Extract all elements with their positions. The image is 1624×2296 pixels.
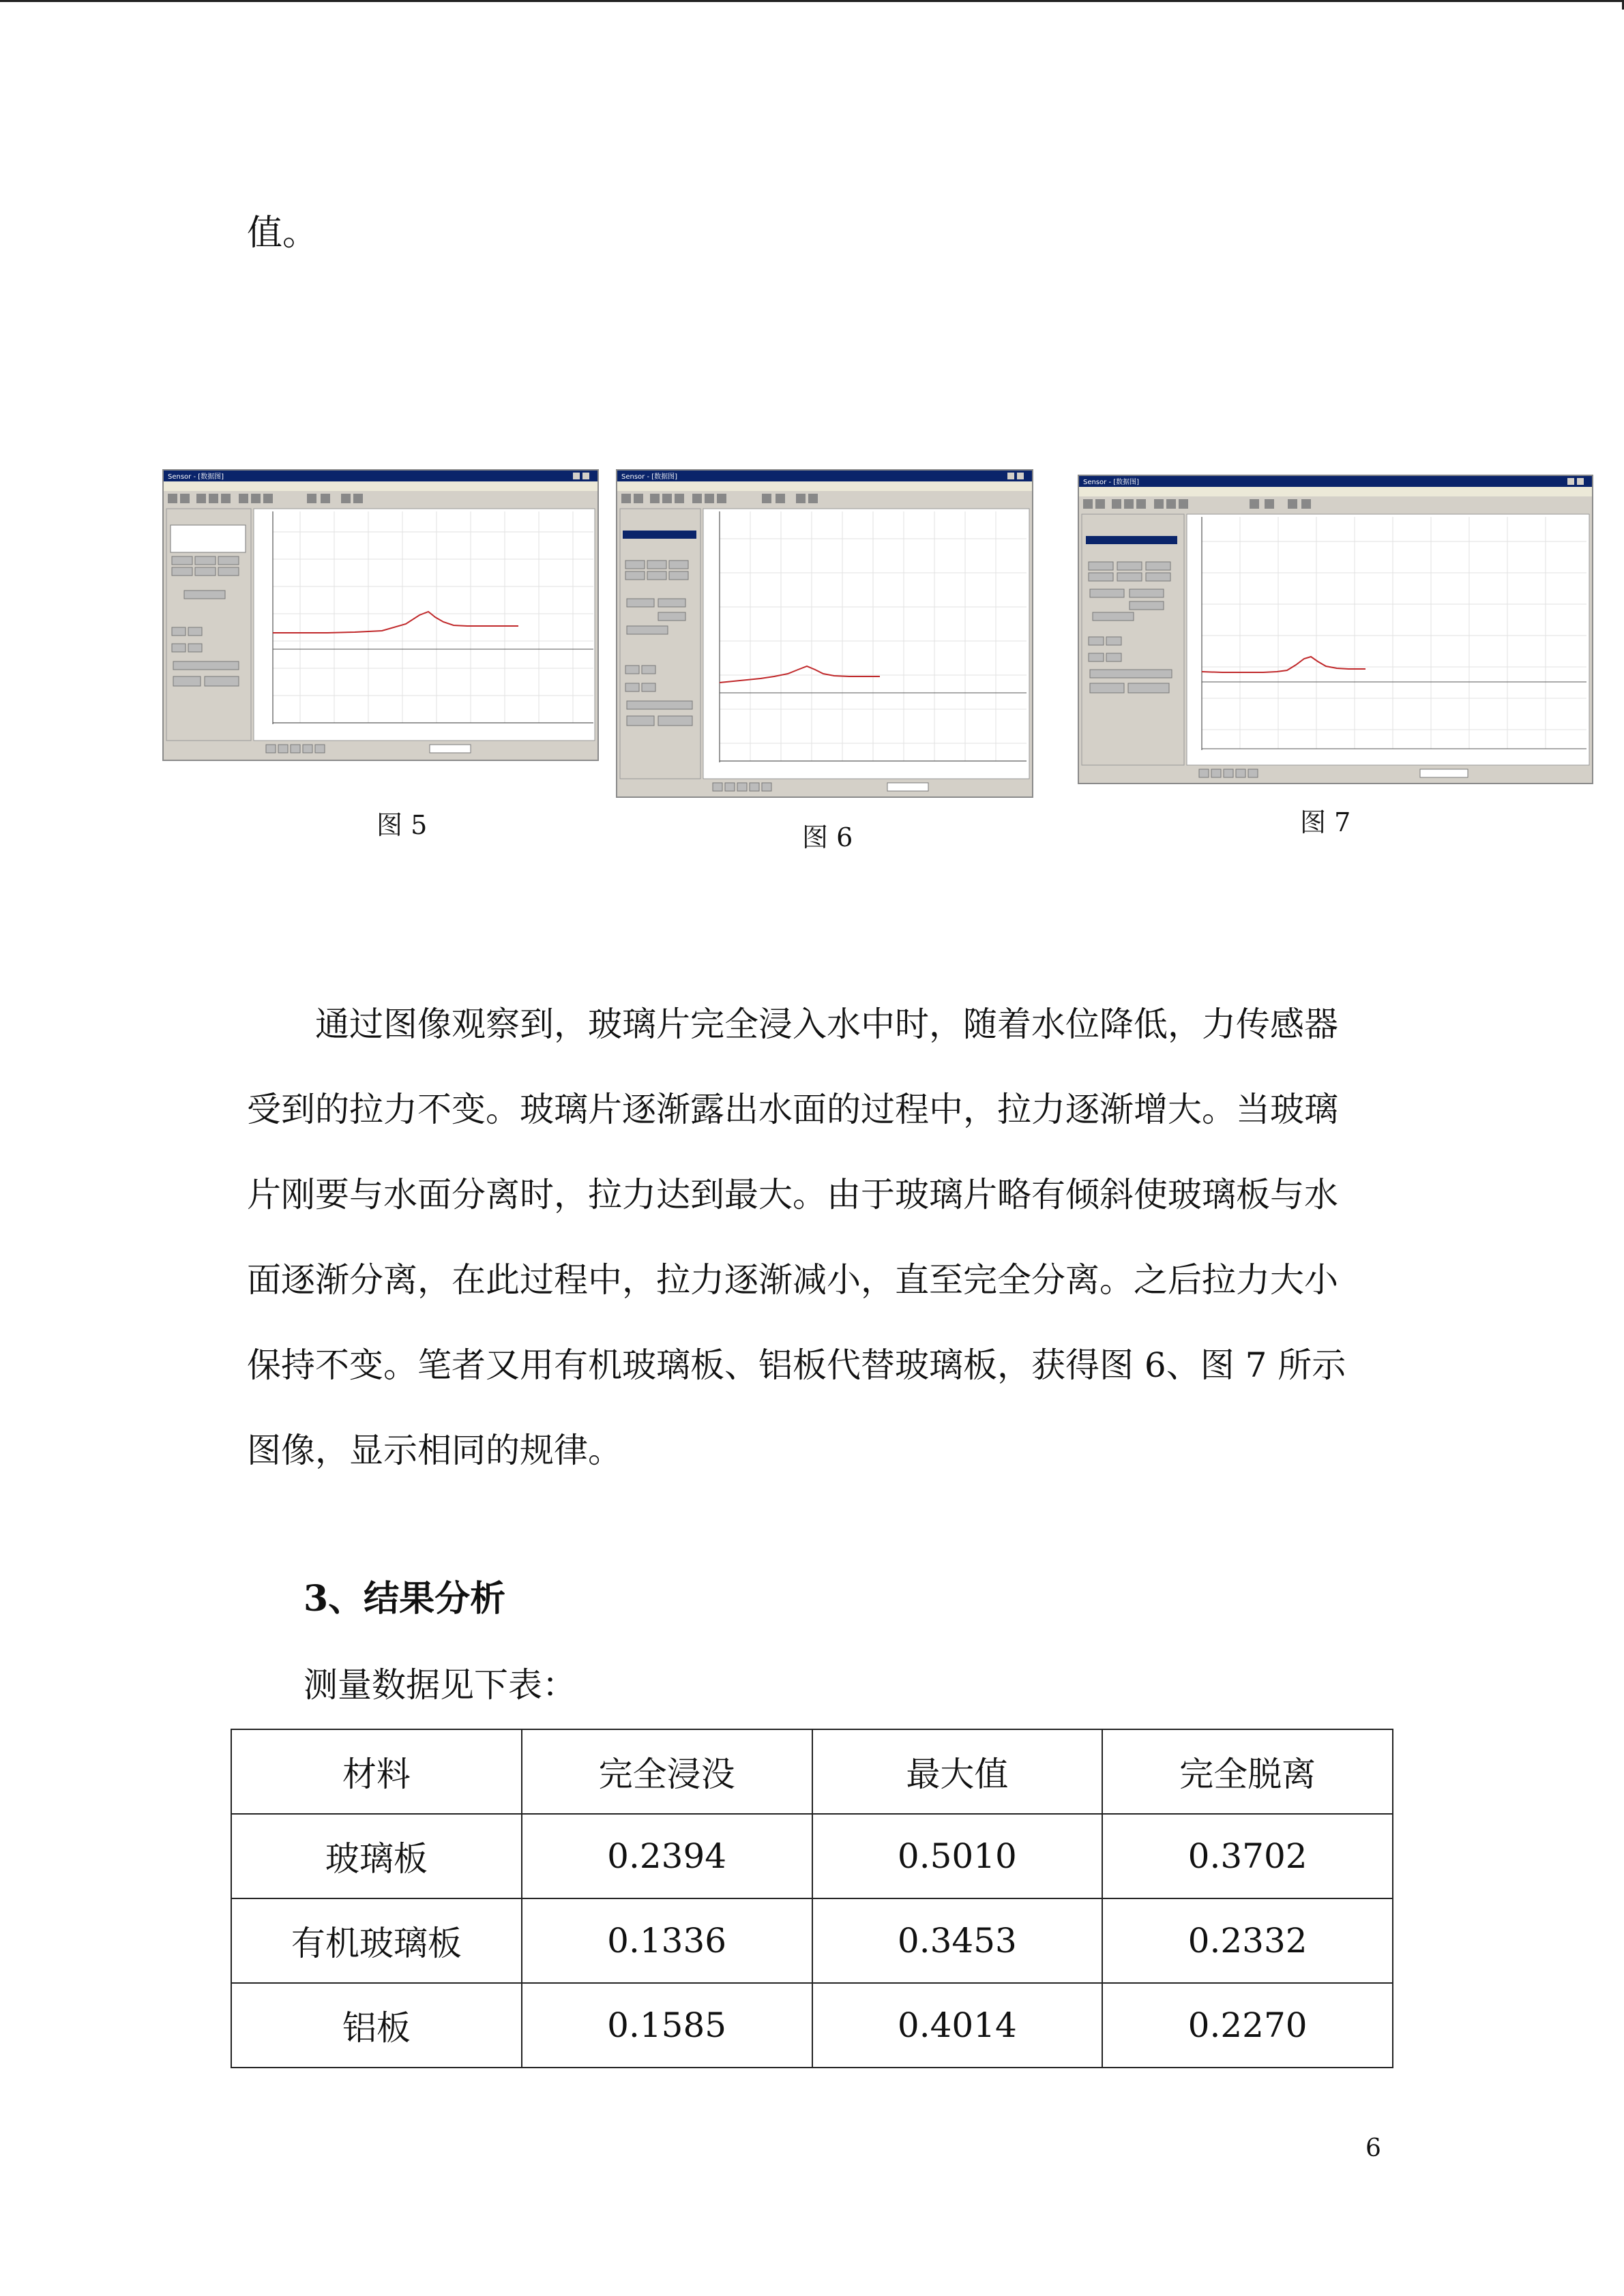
table-cell: 玻璃板 bbox=[231, 1814, 522, 1898]
table-row bbox=[231, 1898, 1393, 1983]
paragraph-tail: 值。 bbox=[247, 213, 319, 254]
section-heading: 3、结果分析 bbox=[304, 1578, 506, 1620]
figure-5-screenshot bbox=[162, 469, 599, 761]
figure-7-caption: 图 7 bbox=[1300, 807, 1351, 837]
table-cell: 0.5010 bbox=[812, 1814, 1103, 1898]
table-cell: 0.1585 bbox=[522, 1983, 812, 2068]
table-row bbox=[231, 1814, 1393, 1898]
table-cell: 铝板 bbox=[231, 1983, 522, 2068]
figure-5-caption: 图 5 bbox=[377, 810, 428, 840]
table-intro: 测量数据见下表： bbox=[304, 1665, 576, 1705]
header-cell: 完全浸没 bbox=[522, 1729, 812, 1814]
table-cell: 0.4014 bbox=[812, 1983, 1103, 2068]
table-cell: 0.2332 bbox=[1102, 1898, 1393, 1983]
body-paragraph-text: 通过图像观察到，玻璃片完全浸入水中时，随着水位降低，力传感器受到的拉力不变。玻璃片逐渐露出水面的过程中，拉力逐渐增大。当玻璃片刚要与水面分离时，拉力达到最大。由于玻璃片略有倾斜使玻璃板与水面逐渐分离，在此过程中，拉力逐渐减小，直至完全分离。之后拉力大小保持不变。笔者又用有机玻璃板、铝板代替玻璃板，获得图 6、图 7 所示图像，显示相同的规律。 bbox=[247, 1004, 1346, 1470]
table-cell: 0.1336 bbox=[522, 1898, 812, 1983]
header-cell: 最大值 bbox=[812, 1729, 1103, 1814]
figure-6-screenshot bbox=[616, 469, 1033, 798]
table-cell: 0.2394 bbox=[522, 1814, 812, 1898]
table-header-row bbox=[231, 1729, 1393, 1814]
page-number: 6 bbox=[1365, 2134, 1381, 2162]
table-row bbox=[231, 1983, 1393, 2068]
figure-6-caption: 图 6 bbox=[802, 822, 853, 852]
body-paragraph bbox=[247, 982, 1365, 1493]
header-cell: 材料 bbox=[231, 1729, 522, 1814]
table-cell: 0.3702 bbox=[1102, 1814, 1393, 1898]
header-cell: 完全脱离 bbox=[1102, 1729, 1393, 1814]
table-cell: 有机玻璃板 bbox=[231, 1898, 522, 1983]
figure-7-screenshot bbox=[1078, 475, 1593, 784]
table-cell: 0.3453 bbox=[812, 1898, 1103, 1983]
window-title: Sensor - [数据图] bbox=[168, 473, 224, 481]
measurement-table bbox=[231, 1729, 1393, 2068]
table-cell: 0.2270 bbox=[1102, 1983, 1393, 2068]
page-top-border bbox=[0, 0, 1624, 2]
window-title: Sensor - [数据图] bbox=[1083, 479, 1140, 486]
window-title: Sensor - [数据图] bbox=[621, 473, 678, 481]
